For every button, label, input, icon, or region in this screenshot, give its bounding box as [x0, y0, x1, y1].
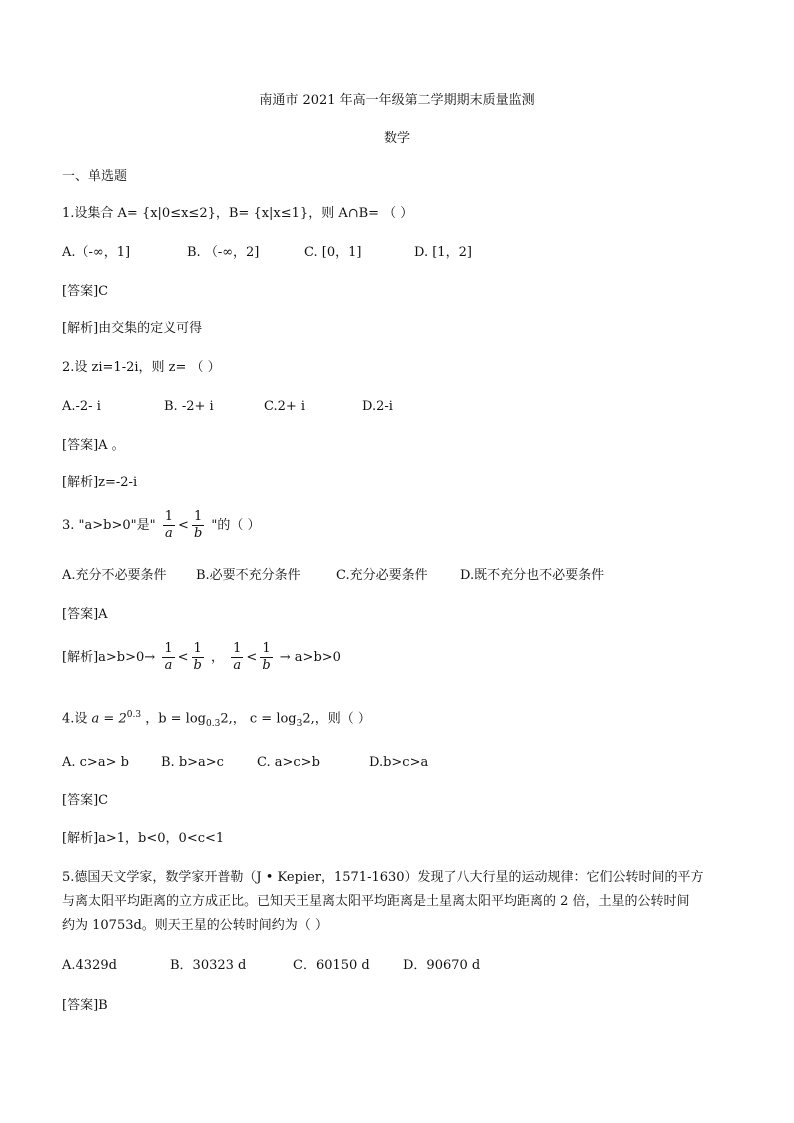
q2-option-a: A.-2- i: [62, 399, 101, 414]
q3-analysis-lt-2: <: [246, 650, 258, 665]
q3-stem-post: "的（ ）: [211, 518, 261, 533]
q1-analysis: [解析]由交集的定义可得: [62, 321, 203, 336]
q4-a-exponent: 0.3: [126, 710, 142, 720]
q1-option-b: B. （-∞，2]: [187, 245, 260, 260]
q4-option-c: C. a>c>b: [257, 755, 320, 770]
q3-analysis-fraction-3: $\frac{1}{a}$: [233, 641, 242, 673]
subject-title: 数学: [383, 131, 410, 146]
q5-stem-line-1: 5.德国天文学家，数学家开普勒（J • Kepier，1571-1630）发现了八大行星的运动规律：它们公转时间的平方: [62, 870, 704, 885]
q4-option-b: B. b>a>c: [161, 755, 224, 770]
q2-option-b: B. -2+ i: [164, 399, 214, 414]
q3-stem-pre: 3. "a>b>0"是": [62, 518, 156, 533]
q4-a-expr: a = 2: [91, 711, 127, 727]
q3-answer: [答案]A: [62, 607, 108, 622]
q3-analysis: [62, 641, 341, 674]
q3-analysis-fraction-4: $\frac{1}{b}$: [262, 641, 271, 673]
q2-option-d: D.2-i: [362, 399, 393, 414]
q5-option-d: D．90670 d: [403, 958, 481, 973]
q4-stem: [62, 706, 371, 733]
q3-option-b: B.必要不充分条件: [196, 568, 301, 583]
q2-stem: 2.设 zi=1-2i，则 z= （ ）: [62, 360, 221, 375]
q4-b-expr: ，b = log: [145, 711, 206, 727]
q2-answer: [答案]A 。: [62, 438, 125, 453]
page-title: 南通市 2021 年高一年级第二学期期末质量监测: [259, 93, 535, 108]
q3-less-than: <: [178, 518, 189, 533]
q3-option-c: C.充分必要条件: [336, 568, 428, 583]
q5-option-c: C．60150 d: [293, 958, 370, 973]
q4-stem-pre: 4.设: [62, 711, 88, 727]
q4-b-base: 0.3: [206, 718, 221, 729]
q1-option-c: C. [0，1]: [304, 245, 362, 260]
q5-stem-line-2: 与离太阳平均距离的立方成正比。已知天王星离太阳平均距离是土星离太阳平均距离的 2 倍，土星的公转时间: [62, 894, 690, 909]
q2-analysis: [解析]z=-2-i: [62, 475, 138, 490]
q1-stem: 1.设集合 A= {x|0≤x≤2}，B= {x|x≤1}，则 A∩B= （ ）: [62, 206, 414, 221]
q3-option-d: D.既不充分也不必要条件: [460, 568, 605, 583]
q3-analysis-sep: ，: [210, 650, 224, 665]
q3-fraction-1-over-a: $\frac{1}{a}$: [164, 509, 174, 541]
q1-answer: [答案]C: [62, 284, 109, 299]
q5-option-a: A.4329d: [62, 958, 117, 973]
q4-c-expr-post: 2,，则（ ）: [302, 711, 371, 727]
q4-c-expr: c = log: [249, 711, 297, 727]
q3-analysis-lt-1: <: [177, 650, 189, 665]
q1-option-d: D. [1，2]: [414, 245, 472, 260]
q5-answer: [答案]B: [62, 998, 108, 1013]
q3-option-a: A.充分不必要条件: [62, 568, 167, 583]
q3-analysis-fraction-2: $\frac{1}{b}$: [193, 641, 202, 673]
q3-analysis-post: → a>b>0: [279, 650, 341, 665]
q3-fraction-1-over-b: $\frac{1}{b}$: [193, 509, 203, 541]
q5-stem: [62, 866, 742, 938]
q4-option-a: A. c>a> b: [62, 755, 129, 770]
q3-analysis-pre: [解析]a>b>0→: [62, 650, 156, 665]
q3-analysis-fraction-1: $\frac{1}{a}$: [164, 641, 173, 673]
section-heading: 一、单选题: [62, 169, 128, 184]
q4-analysis: [解析]a>1，b<0，0<c<1: [62, 831, 225, 846]
q4-option-d: D.b>c>a: [369, 755, 429, 770]
q5-option-b: B．30323 d: [170, 958, 247, 973]
q4-b-expr-post: 2,，: [220, 711, 246, 727]
q4-c-base: 3: [296, 718, 303, 729]
q5-stem-line-3: 约为 10753d。则天王星的公转时间约为（ ）: [62, 918, 328, 933]
q4-answer: [答案]C: [62, 793, 109, 808]
q1-option-a: A.（-∞，1]: [62, 245, 131, 260]
q3-stem: [62, 509, 261, 542]
q2-option-c: C.2+ i: [264, 399, 306, 414]
